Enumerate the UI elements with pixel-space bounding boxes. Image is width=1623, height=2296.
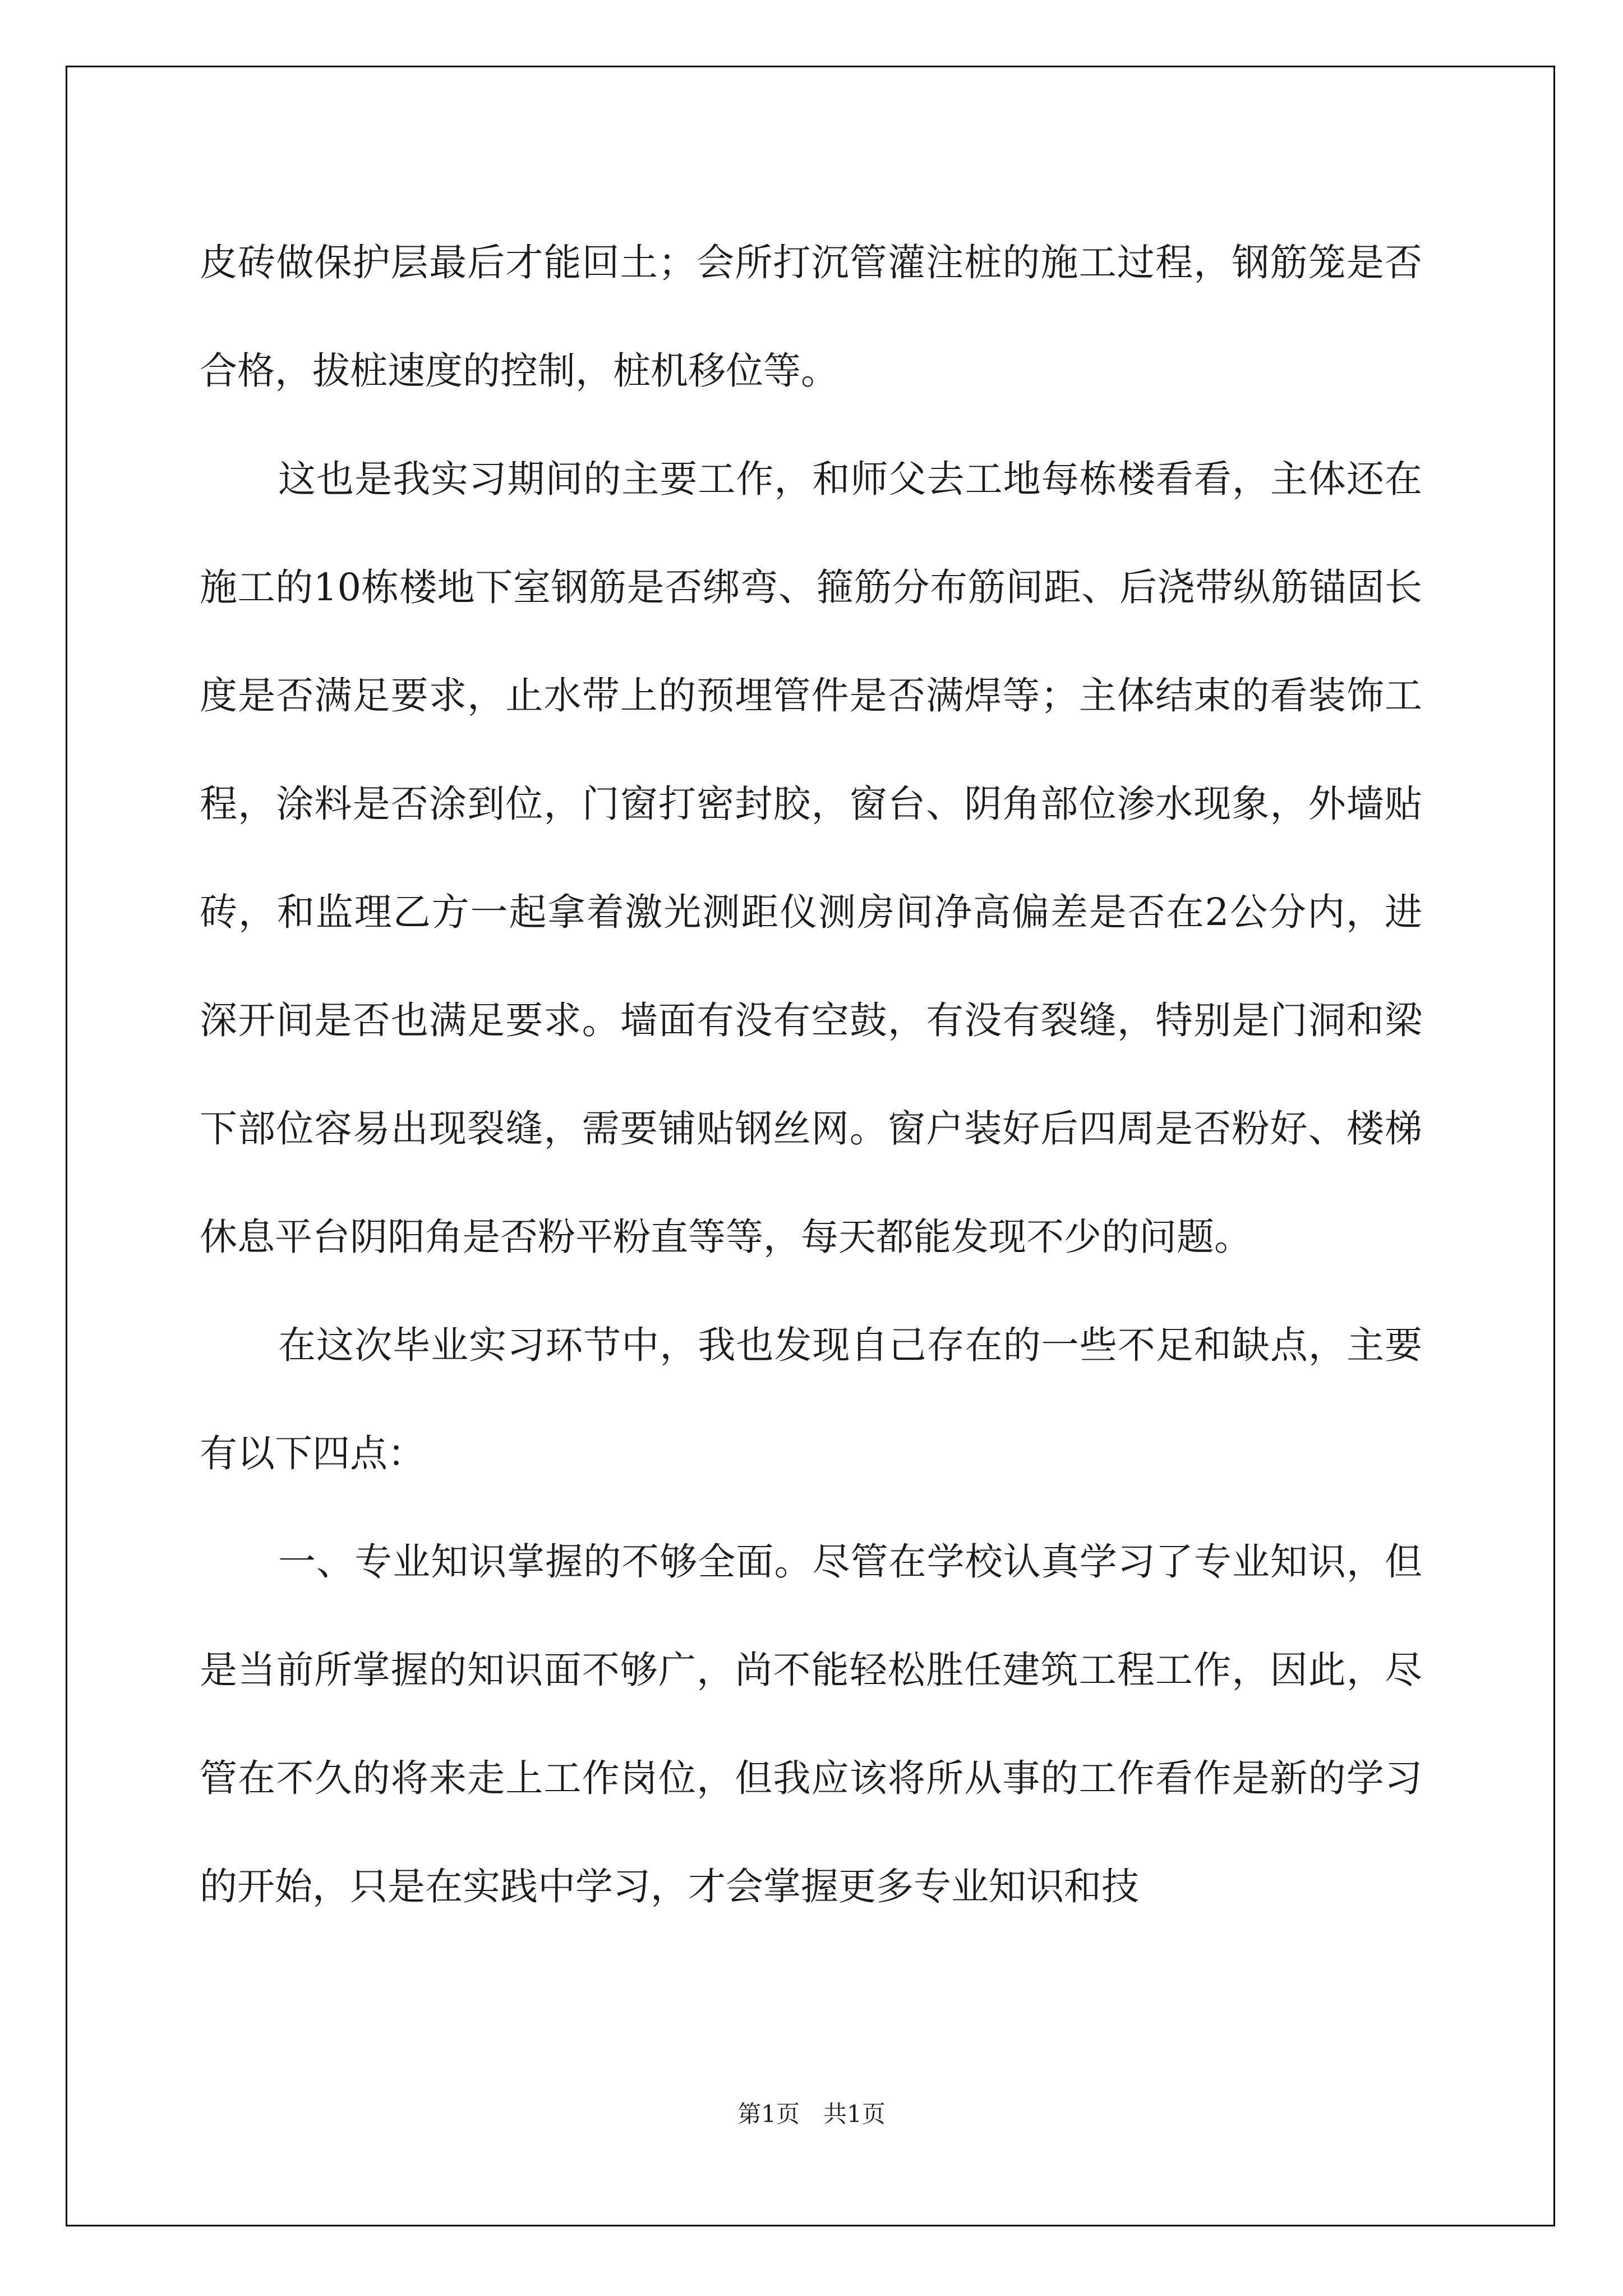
paragraph-2: 这也是我实习期间的主要工作，和师父去工地每栋楼看看，主体还在施工的10栋楼地下室钢筋是否绑弯、箍筋分布筋间距、后浇带纵筋锚固长度是否满足要求，止水带上的预埋管件是否满焊等；主体结束的看装饰工程，涂料是否涂到位，门窗打密封胶，窗台、阴角部位渗水现象，外墙贴砖，和监理乙方一起拿着激光测距仪测房间净高偏差是否在2公分内，进深开间是否也满足要求。墙面有没有空鼓，有没有裂缝，特别是门洞和梁下部位容易出现裂缝，需要铺贴钢丝网。窗户装好后四周是否粉好、楼梯休息平台阴阳角是否粉平粉直等等，每天都能发现不少的问题。 (200, 457, 1422, 1259)
document-body (200, 209, 1422, 1941)
paragraph-4: 一、专业知识掌握的不够全面。尽管在学校认真学习了专业知识，但是当前所掌握的知识面不够广，尚不能轻松胜任建筑工程工作，因此，尽管在不久的将来走上工作岗位，但我应该将所从事的工作看作是新的学习的开始，只是在实践中学习，才会掌握更多专业知识和技 (200, 1540, 1422, 1908)
paragraph-1: 皮砖做保护层最后才能回土；会所打沉管灌注桩的施工过程，钢筋笼是否合格，拔桩速度的控制，桩机移位等。 (200, 241, 1422, 393)
paragraph-3: 在这次毕业实习环节中，我也发现自己存在的一些不足和缺点，主要有以下四点： (200, 1323, 1422, 1475)
page-footer: 第1页 共1页 (737, 2100, 886, 2128)
